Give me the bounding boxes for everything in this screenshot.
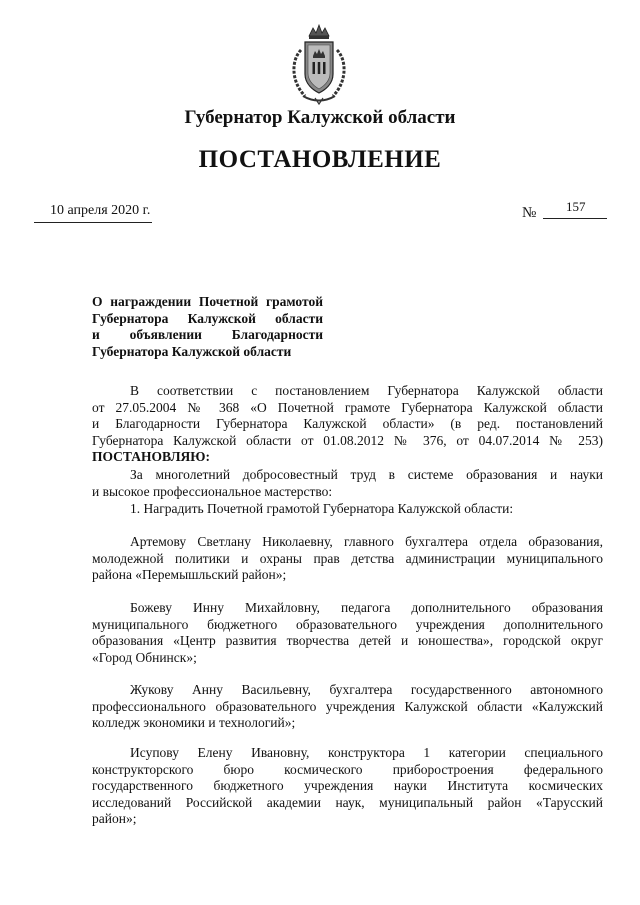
issuer-title: Губернатор Калужской области [184, 107, 456, 128]
date-underline [34, 222, 152, 223]
reason-paragraph [92, 467, 603, 500]
preamble-line: от 27.05.2004 № 368 «О Почетной грамоте Губернатора Калужской области [92, 399, 603, 415]
awardee-entry [92, 745, 603, 828]
awardee-line: Исупову Елену Ивановну, конструктора 1 категории специального [130, 745, 603, 760]
awardee-line: муниципального бюджетного образовательного учреждения дополнительного [92, 616, 603, 632]
subject-line: и объявлении Благодарности [92, 327, 323, 342]
reason-line: За многолетний добросовестный труд в системе образования и науки [130, 467, 603, 482]
awardee-entry [92, 534, 603, 584]
document-number: 157 [566, 199, 586, 214]
document-type-title: ПОСТАНОВЛЕНИЕ [198, 146, 442, 173]
document-date: 10 апреля 2020 г. [50, 203, 151, 218]
item-paragraph [92, 501, 603, 518]
awardee-line: профессионального образовательного учреждения Калужской области «Калужский [92, 698, 603, 714]
awardee-line: конструкторского бюро космического приборостроения федерального [92, 761, 603, 777]
kaluga-coat-of-arms-icon [283, 22, 355, 106]
decree-word: ПОСТАНОВЛЯЮ: [92, 449, 210, 464]
awardee-entry [92, 682, 603, 732]
awardee-line: Артемову Светлану Николаевну, главного бухгалтера отдела образования, [130, 534, 603, 549]
awardee-line: района «Перемышльский район»; [92, 567, 287, 582]
number-underline [543, 218, 607, 219]
awardee-line: Божеву Инну Михайловну, педагога дополнительного образования [130, 600, 603, 615]
number-sign: № [522, 205, 537, 221]
awardee-line: колледж экономики и технологий»; [92, 715, 296, 730]
awardee-line: образования «Центр развития творчества детей и юношества», городской округ [92, 633, 603, 648]
subject-line: Губернатора Калужской области [92, 310, 323, 326]
subject-line: О награждении Почетной грамотой [92, 294, 323, 309]
awardee-line: исследований Российской академии наук, муниципальный район «Тарусский [92, 794, 603, 810]
preamble-line: Губернатора Калужской области от 01.08.2012 № 376, от 04.07.2014 № 253) [92, 432, 603, 448]
awardee-line: молодежной политики и охраны прав детства администрации муниципального [92, 550, 603, 566]
awardee-line: район»; [92, 811, 137, 826]
preamble-line: В соответствии с постановлением Губернатора Калужской области [130, 383, 603, 398]
reason-line: и высокое профессиональное мастерство: [92, 483, 333, 499]
awardee-line: Жукову Анну Васильевну, бухгалтера государственного автономного [130, 682, 603, 697]
preamble-line: и Благодарности Губернатора Калужской области» (в ред. постановлений [92, 416, 603, 431]
item-1-text: 1. Наградить Почетной грамотой Губернатора Калужской области: [130, 501, 514, 516]
preamble-paragraph [92, 383, 603, 466]
awardee-entry [92, 600, 603, 666]
document-subject [92, 294, 323, 360]
awardee-line: государственного бюджетного учреждения науки Института космических [92, 778, 603, 793]
subject-line: Губернатора Калужской области [92, 343, 292, 359]
awardee-line: «Город Обнинск»; [92, 649, 197, 665]
